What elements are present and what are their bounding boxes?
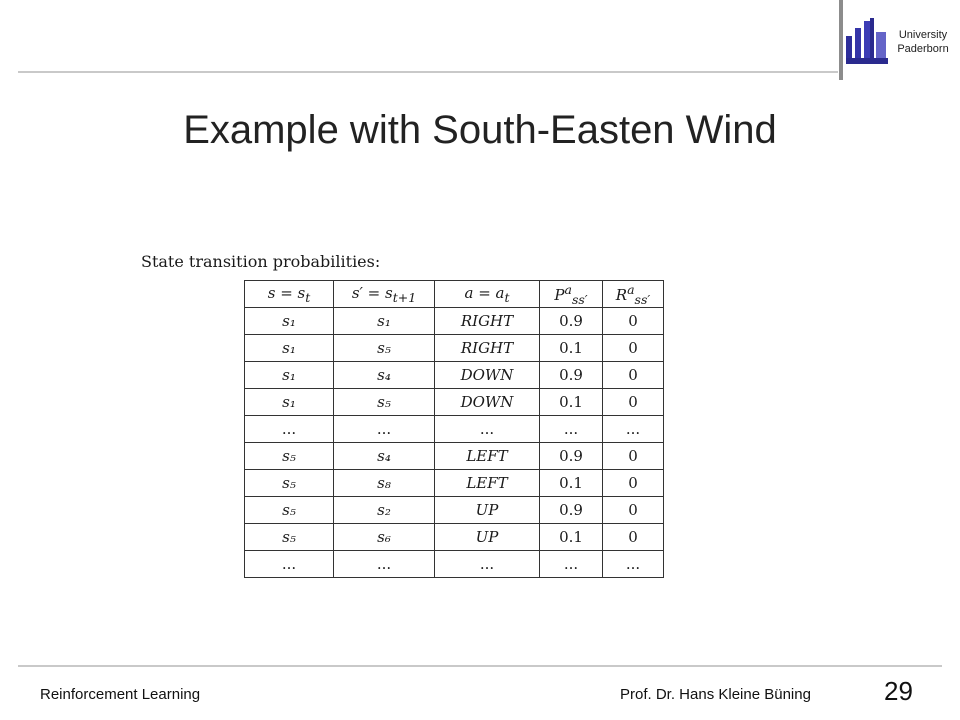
cell-probability: 0.9 — [540, 497, 603, 524]
university-line1: University — [898, 29, 948, 41]
cell-probability: 0.1 — [540, 470, 603, 497]
header-r: $R^a_{ss'}$ — [603, 281, 664, 308]
cell-s: s₅ — [245, 524, 334, 551]
cell-probability: 0.1 — [540, 524, 603, 551]
university-line2: Paderborn — [897, 43, 949, 55]
table-caption: State transition probabilities: — [141, 252, 381, 271]
cell-probability: 0.9 — [540, 443, 603, 470]
cell-probability: 0.9 — [540, 308, 603, 335]
cell-action: ... — [435, 551, 540, 578]
table-row — [245, 497, 664, 524]
cell-s-prime: s₄ — [334, 362, 435, 389]
cell-action: DOWN — [435, 389, 540, 416]
header-s-prime: $s' = s_{t+1}$ — [334, 281, 435, 308]
header-s: $s = s_t$ — [245, 281, 334, 308]
cell-s-prime: s₂ — [334, 497, 435, 524]
cell-action: RIGHT — [435, 308, 540, 335]
cell-s: s₁ — [245, 335, 334, 362]
university-name — [888, 28, 958, 56]
cell-reward: 0 — [603, 389, 664, 416]
cell-probability: 0.1 — [540, 389, 603, 416]
slide-title: Example with South-Easten Wind — [183, 108, 777, 152]
cell-s-prime: s₈ — [334, 470, 435, 497]
cell-s: s₅ — [245, 497, 334, 524]
state-transition-table — [244, 280, 664, 578]
cell-action: RIGHT — [435, 335, 540, 362]
cell-s: s₅ — [245, 443, 334, 470]
cell-reward: 0 — [603, 362, 664, 389]
cell-action: LEFT — [435, 443, 540, 470]
footer-author: Prof. Dr. Hans Kleine Büning — [620, 686, 811, 703]
table-row — [245, 524, 664, 551]
cell-reward: 0 — [603, 308, 664, 335]
cell-reward: 0 — [603, 524, 664, 551]
cell-s-prime: ... — [334, 551, 435, 578]
cell-s: ... — [245, 416, 334, 443]
header-vertical-divider — [839, 0, 843, 80]
cell-action: UP — [435, 497, 540, 524]
cell-s-prime: ... — [334, 416, 435, 443]
cell-action: LEFT — [435, 470, 540, 497]
cell-probability: 0.9 — [540, 362, 603, 389]
header-p: $P^a_{ss'}$ — [540, 281, 603, 308]
cell-s-prime: s₁ — [334, 308, 435, 335]
cell-reward: 0 — [603, 443, 664, 470]
cell-reward: 0 — [603, 335, 664, 362]
cell-probability: 0.1 — [540, 335, 603, 362]
footer-divider — [18, 665, 942, 667]
header-a: $a = a_t$ — [435, 281, 540, 308]
table-row — [245, 551, 664, 578]
table-row — [245, 362, 664, 389]
table-row — [245, 335, 664, 362]
cell-s: s₅ — [245, 470, 334, 497]
cell-s-prime: s₅ — [334, 335, 435, 362]
table-row — [245, 308, 664, 335]
cell-reward: 0 — [603, 470, 664, 497]
table-row — [245, 443, 664, 470]
footer-course: Reinforcement Learning — [40, 686, 201, 703]
table-row — [245, 470, 664, 497]
page-number: 29 — [884, 676, 913, 706]
cell-reward: ... — [603, 551, 664, 578]
cell-reward: ... — [603, 416, 664, 443]
cell-probability: ... — [540, 416, 603, 443]
table-row — [245, 389, 664, 416]
cell-s: ... — [245, 551, 334, 578]
cell-s: s₁ — [245, 362, 334, 389]
cell-s-prime: s₆ — [334, 524, 435, 551]
table-row — [245, 416, 664, 443]
table-header-row — [245, 281, 664, 308]
cell-probability: ... — [540, 551, 603, 578]
cell-s-prime: s₅ — [334, 389, 435, 416]
cell-action: DOWN — [435, 362, 540, 389]
cell-reward: 0 — [603, 497, 664, 524]
university-logo-icon — [846, 18, 888, 68]
cell-s: s₁ — [245, 308, 334, 335]
cell-action: ... — [435, 416, 540, 443]
cell-s-prime: s₄ — [334, 443, 435, 470]
cell-action: UP — [435, 524, 540, 551]
header-divider — [18, 71, 838, 73]
cell-s: s₁ — [245, 389, 334, 416]
